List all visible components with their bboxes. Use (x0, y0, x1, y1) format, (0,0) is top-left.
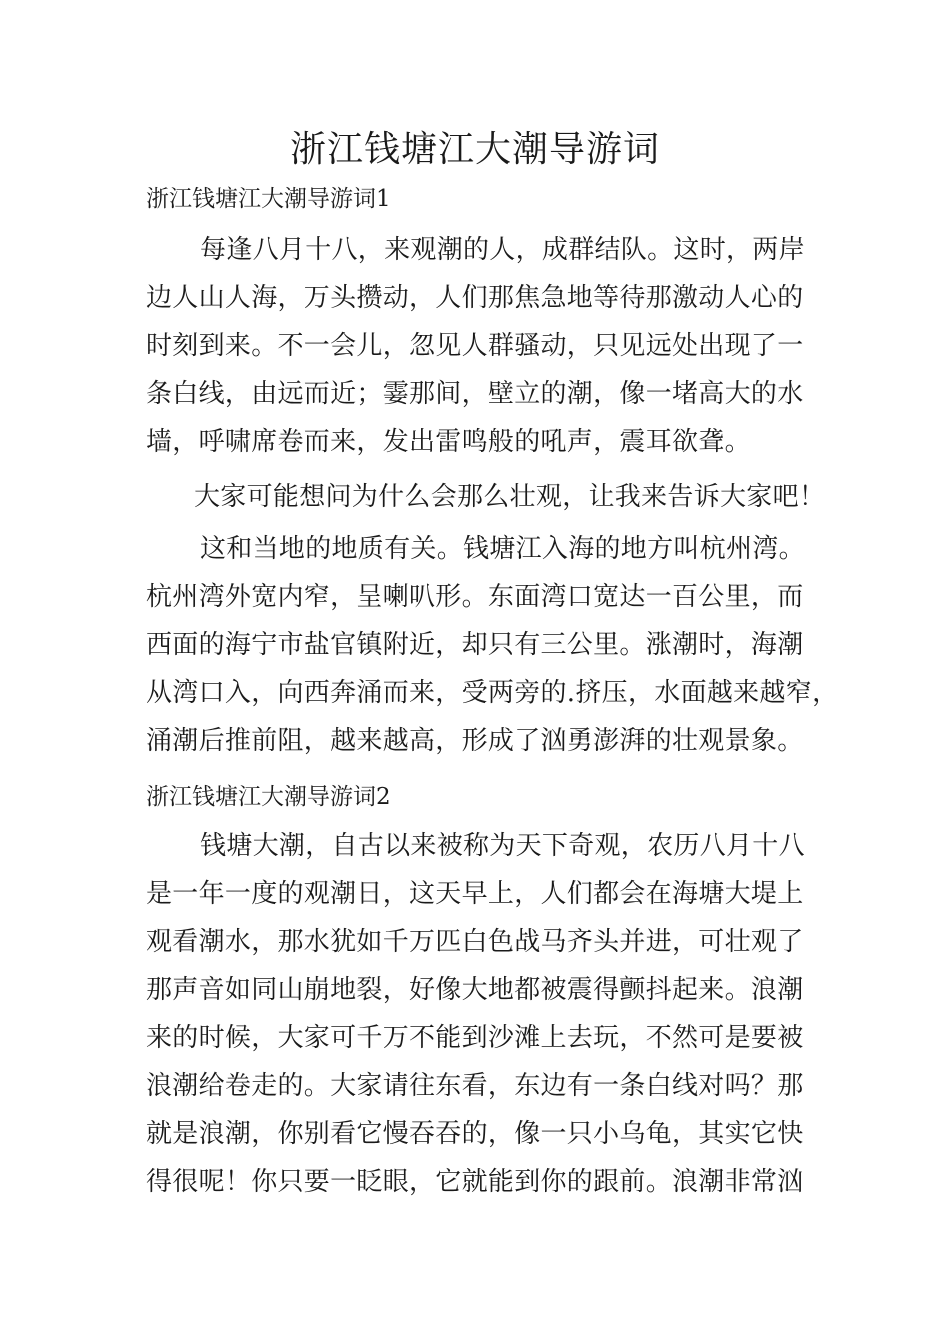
paragraph-line: 涌潮后推前阻，越来越高，形成了汹勇澎湃的壮观景象。 (146, 726, 804, 756)
paragraph-2 (146, 473, 826, 521)
paragraph-line: 那声音如同山崩地裂，好像大地都被震得颤抖起来。浪潮 (146, 975, 804, 1005)
paragraph-line: 每逢八月十八，来观潮的人，成群结队。这时，两岸 (200, 235, 805, 265)
paragraph-line: 边人山人海，万头攒动，人们那焦急地等待那激动人心的 (146, 283, 804, 313)
paragraph-line: 时刻到来。不一会儿，忽见人群骚动，只见远处出现了一 (146, 331, 804, 361)
paragraph-line: 从湾口入，向西奔涌而来，受两旁的.挤压，水面越来越窄， (146, 678, 839, 708)
section-heading-1: 浙江钱塘江大潮导游词1 (146, 186, 391, 212)
paragraph-line: 这和当地的地质有关。钱塘江入海的地方叫杭州湾。 (200, 534, 805, 564)
paragraph-line: 钱塘大潮，自古以来被称为天下奇观，农历八月十八 (200, 831, 805, 861)
paragraph-4 (146, 822, 826, 1206)
paragraph-line: 墙，呼啸席卷而来，发出雷鸣般的吼声，震耳欲聋。 (146, 427, 751, 457)
section-heading-2: 浙江钱塘江大潮导游词2 (146, 784, 391, 810)
paragraph-line: 来的时候，大家可千万不能到沙滩上去玩，不然可是要被 (146, 1023, 804, 1053)
paragraph-line: 观看潮水，那水犹如千万匹白色战马齐头并进，可壮观了 (146, 927, 804, 957)
paragraph-3 (146, 525, 839, 765)
paragraph-line: 杭州湾外宽内窄，呈喇叭形。东面湾口宽达一百公里，而 (146, 582, 804, 612)
paragraph-line: 大家可能想问为什么会那么壮观，让我来告诉大家吧！ (194, 482, 826, 512)
paragraph-line: 是一年一度的观潮日，这天早上，人们都会在海塘大堤上 (146, 879, 804, 909)
paragraph-line: 条白线，由远而近；霎那间，壁立的潮，像一堵高大的水 (146, 379, 804, 409)
paragraph-line: 西面的海宁市盐官镇附近，却只有三公里。涨潮时，海潮 (146, 630, 804, 660)
paragraph-line: 得很呢！你只要一眨眼，它就能到你的跟前。浪潮非常汹 (146, 1167, 804, 1197)
paragraph-line: 就是浪潮，你别看它慢吞吞的，像一只小乌龟，其实它快 (146, 1119, 804, 1149)
paragraph-line: 浪潮给卷走的。大家请往东看，东边有一条白线对吗？那 (146, 1071, 804, 1101)
document-title: 浙江钱塘江大潮导游词 (289, 129, 660, 170)
paragraph-1 (146, 226, 826, 466)
